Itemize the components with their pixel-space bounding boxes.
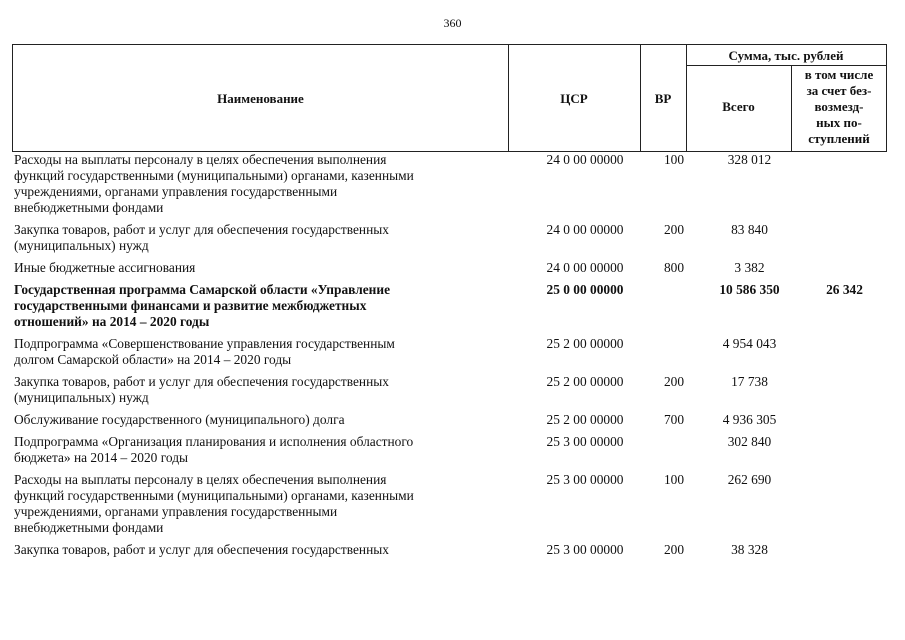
row-vr: 800 [663,260,685,275]
row-csr: 25 2 00 00000 [546,412,624,427]
row-name [12,152,519,216]
row-total: 302 840 [727,434,772,449]
table-row [12,260,887,276]
row-name-line: Обслуживание государственного (муниципального) долга [14,412,345,427]
row-name-line: отношений» на 2014 – 2020 годы [14,314,210,329]
row-name [12,472,519,536]
row-total: 38 328 [731,542,768,557]
row-csr: 24 0 00 00000 [546,260,624,275]
table-row [12,152,887,216]
row-name-line: Государственная программа Самарской области «Управление [14,282,391,297]
row-csr: 24 0 00 00000 [546,152,624,167]
row-total: 83 840 [731,222,768,237]
row-name-line: функций государственными (муниципальными) органами, казенными [14,488,414,503]
table-row [12,222,887,254]
row-name-line: Подпрограмма «Организация планирования и исполнения областного [14,434,414,449]
row-csr: 24 0 00 00000 [546,222,624,237]
row-name [12,336,519,368]
table-row [12,472,887,536]
row-name-line: Иные бюджетные ассигнования [14,260,196,275]
row-vr: 700 [663,412,685,427]
row-vr: 200 [663,222,685,237]
header-free-line: ступлений [808,131,870,146]
row-total: 17 738 [731,374,768,389]
row-vr: 100 [663,472,685,487]
header-total: Всего [722,99,755,114]
row-total: 328 012 [727,152,772,167]
row-name-line: Закупка товаров, работ и услуг для обеспечения государственных [14,222,389,237]
header-free [791,67,887,147]
row-name-line: (муниципальных) нужд [14,390,149,405]
page-number: 360 [443,16,462,30]
row-free: 26 342 [826,282,863,297]
row-vr: 200 [663,542,685,557]
row-vr: 100 [663,152,685,167]
row-name-line: внебюджетными фондами [14,200,164,215]
row-name-line: государственными финансами и развитие межбюджетных [14,298,367,313]
row-csr: 25 3 00 00000 [546,434,624,449]
row-name-line: долгом Самарской области» на 2014 – 2020 годы [14,352,292,367]
row-name [12,260,519,276]
row-name-line: учреждениями, органами управления государственными [14,184,338,199]
row-total: 4 954 043 [722,336,777,351]
row-csr: 25 2 00 00000 [546,336,624,351]
row-name-line: учреждениями, органами управления государственными [14,504,338,519]
row-name [12,434,519,466]
row-total: 4 936 305 [722,412,777,427]
table-row [12,374,887,406]
row-csr: 25 3 00 00000 [546,472,624,487]
header-sum: Сумма, тыс. рублей [728,48,844,63]
row-total: 262 690 [727,472,772,487]
header-csr: ЦСР [560,91,588,106]
row-name-line: Расходы на выплаты персоналу в целях обеспечения выполнения [14,152,387,167]
table-row [12,282,887,330]
header-free-line: за счет без- [806,83,872,98]
row-vr: 200 [663,374,685,389]
row-csr: 25 2 00 00000 [546,374,624,389]
row-name [12,374,519,406]
table-body [12,152,887,564]
row-total: 10 586 350 [719,282,780,297]
row-name-line: внебюджетными фондами [14,520,164,535]
row-name-line: Закупка товаров, работ и услуг для обеспечения государственных [14,374,389,389]
header-vr: ВР [654,91,672,106]
header-free-line: ных по- [816,115,862,130]
row-divider [686,65,886,66]
table-row [12,412,887,428]
table-header [12,44,887,152]
header-free-line: возмезд- [814,99,864,114]
row-name-line: Подпрограмма «Совершенствование управления государственным [14,336,395,351]
table-row [12,542,887,558]
row-name-line: Расходы на выплаты персоналу в целях обеспечения выполнения [14,472,387,487]
row-name-line: бюджета» на 2014 – 2020 годы [14,450,189,465]
table-row [12,336,887,368]
row-csr: 25 0 00 00000 [546,282,624,297]
row-name [12,542,519,558]
row-name-line: Закупка товаров, работ и услуг для обеспечения государственных [14,542,389,557]
row-name [12,412,519,428]
row-total: 3 382 [734,260,765,275]
row-name [12,282,519,330]
header-name: Наименование [217,91,304,106]
row-name-line: функций государственными (муниципальными) органами, казенными [14,168,414,183]
table-row [12,434,887,466]
header-free-line: в том числе [804,67,874,82]
row-name-line: (муниципальных) нужд [14,238,149,253]
row-csr: 25 3 00 00000 [546,542,624,557]
row-name [12,222,519,254]
